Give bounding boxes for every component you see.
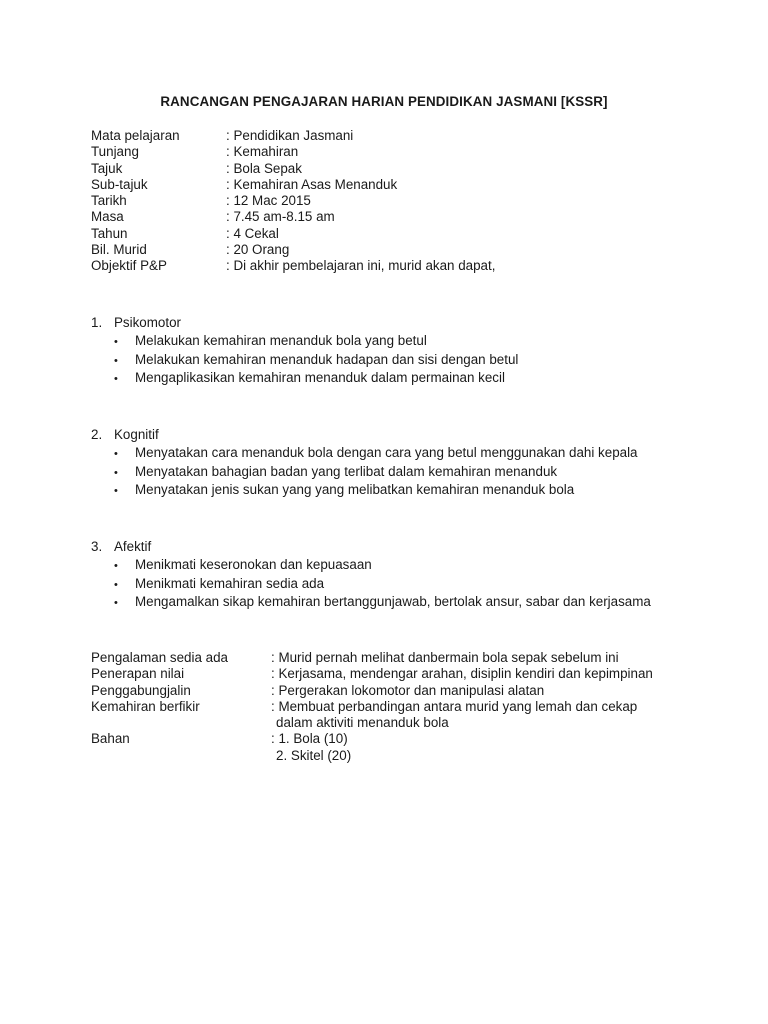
extra-value-line: dalam aktiviti menanduk bola bbox=[276, 715, 449, 731]
list-item-text: Menikmati keseronokan dan kepuasaan bbox=[135, 557, 372, 573]
bullet-icon: • bbox=[114, 373, 118, 386]
section-title: Kognitif bbox=[114, 427, 159, 442]
section-title: Afektif bbox=[114, 539, 152, 554]
info-label: Tunjang bbox=[91, 144, 139, 160]
info-value: : 7.45 am-8.15 am bbox=[226, 209, 335, 225]
bullet-icon: • bbox=[114, 354, 118, 367]
info-label: Bil. Murid bbox=[91, 242, 147, 258]
section-number: 2. bbox=[91, 427, 103, 442]
extra-value-line: : Membuat perbandingan antara murid yang lemah dan cekap bbox=[271, 698, 638, 714]
section-heading bbox=[91, 315, 731, 333]
bullet-icon: • bbox=[114, 560, 118, 573]
section-title: Psikomotor bbox=[114, 315, 181, 330]
info-label: Masa bbox=[91, 209, 124, 225]
bullet-icon: • bbox=[114, 448, 118, 461]
bullet-icon: • bbox=[114, 578, 118, 591]
list-item-text: Menyatakan cara menanduk bola dengan cara yang betul menggunakan dahi kepala bbox=[135, 445, 638, 461]
extra-value-line: : Pergerakan lokomotor dan manipulasi alatan bbox=[271, 682, 545, 698]
list-item-text: Menikmati kemahiran sedia ada bbox=[135, 575, 325, 591]
info-value: : 12 Mac 2015 bbox=[226, 193, 311, 209]
bullet-icon: • bbox=[114, 466, 118, 479]
list-item bbox=[91, 370, 731, 388]
bullet-list bbox=[91, 445, 731, 500]
info-value: : Pendidikan Jasmani bbox=[226, 128, 354, 143]
list-item bbox=[91, 333, 731, 351]
extra-row bbox=[91, 683, 731, 699]
lesson-info-table bbox=[91, 128, 731, 275]
objective-section-psikomotor bbox=[91, 315, 731, 389]
extra-value-line: : Murid pernah melihat danbermain bola sepak sebelum ini bbox=[271, 650, 619, 665]
extra-row bbox=[91, 731, 731, 764]
extra-row bbox=[91, 650, 731, 666]
info-label: Sub-tajuk bbox=[91, 176, 148, 192]
info-value: : 20 Orang bbox=[226, 242, 290, 258]
bullet-icon: • bbox=[114, 336, 118, 349]
list-item bbox=[91, 576, 731, 594]
section-number: 1. bbox=[91, 315, 103, 330]
list-item-text: Menyatakan bahagian badan yang terlibat dalam kemahiran menanduk bbox=[135, 463, 558, 479]
info-value: : Kemahiran Asas Menanduk bbox=[226, 176, 398, 192]
list-item bbox=[91, 482, 731, 500]
info-label: Tajuk bbox=[91, 160, 123, 176]
info-row bbox=[91, 258, 731, 274]
extra-value bbox=[271, 699, 731, 732]
extra-value bbox=[271, 731, 731, 764]
document-title: RANCANGAN PENGAJARAN HARIAN PENDIDIKAN JASMANI [KSSR] bbox=[160, 94, 608, 109]
list-item bbox=[91, 352, 731, 370]
info-value: : Bola Sepak bbox=[226, 160, 302, 176]
extra-value bbox=[271, 666, 731, 682]
objective-section-kognitif bbox=[91, 427, 731, 501]
extra-label: Penggabungjalin bbox=[91, 682, 191, 698]
section-heading bbox=[91, 427, 731, 445]
extra-label: Pengalaman sedia ada bbox=[91, 650, 228, 665]
list-item bbox=[91, 557, 731, 575]
list-item bbox=[91, 464, 731, 482]
extra-label: Penerapan nilai bbox=[91, 666, 185, 682]
list-item bbox=[91, 594, 731, 612]
info-label: Mata pelajaran bbox=[91, 128, 180, 143]
list-item bbox=[91, 445, 731, 463]
info-value: : Kemahiran bbox=[226, 144, 299, 160]
additional-info-table bbox=[91, 650, 731, 764]
info-value: : Di akhir pembelajaran ini, murid akan dapat, bbox=[226, 258, 496, 274]
list-item-text: Melakukan kemahiran menanduk hadapan dan sisi dengan betul bbox=[135, 351, 519, 367]
extra-row bbox=[91, 699, 731, 732]
bullet-list bbox=[91, 557, 731, 612]
list-item-text: Menyatakan jenis sukan yang yang melibatkan kemahiran menanduk bola bbox=[135, 482, 575, 498]
info-row bbox=[91, 242, 731, 258]
info-row bbox=[91, 193, 731, 209]
info-label: Tahun bbox=[91, 225, 128, 241]
info-row bbox=[91, 144, 731, 160]
bullet-icon: • bbox=[114, 485, 118, 498]
bullet-icon: • bbox=[114, 597, 118, 610]
extra-value-line: 2. Skitel (20) bbox=[276, 747, 352, 763]
extra-value-line: : 1. Bola (10) bbox=[271, 731, 348, 747]
info-label: Tarikh bbox=[91, 193, 127, 209]
info-row bbox=[91, 209, 731, 225]
extra-label: Bahan bbox=[91, 731, 130, 747]
info-row bbox=[91, 177, 731, 193]
extra-value bbox=[271, 683, 731, 699]
section-number: 3. bbox=[91, 539, 103, 554]
extra-value bbox=[271, 650, 731, 666]
bullet-list bbox=[91, 333, 731, 388]
info-label: Objektif P&P bbox=[91, 258, 167, 274]
extra-value-line: : Kerjasama, mendengar arahan, disiplin kendiri dan kepimpinan bbox=[271, 666, 653, 682]
info-row bbox=[91, 226, 731, 242]
extra-row bbox=[91, 666, 731, 682]
extra-label: Kemahiran berfikir bbox=[91, 698, 200, 714]
list-item-text: Melakukan kemahiran menanduk bola yang betul bbox=[135, 333, 427, 349]
list-item-text: Mengaplikasikan kemahiran menanduk dalam permainan kecil bbox=[135, 370, 505, 386]
info-value: : 4 Cekal bbox=[226, 225, 279, 241]
section-heading bbox=[91, 539, 731, 557]
info-row bbox=[91, 128, 731, 144]
objective-section-afektif bbox=[91, 539, 731, 613]
info-row bbox=[91, 161, 731, 177]
list-item-text: Mengamalkan sikap kemahiran bertanggunjawab, bertolak ansur, sabar dan kerjasama bbox=[135, 594, 651, 610]
